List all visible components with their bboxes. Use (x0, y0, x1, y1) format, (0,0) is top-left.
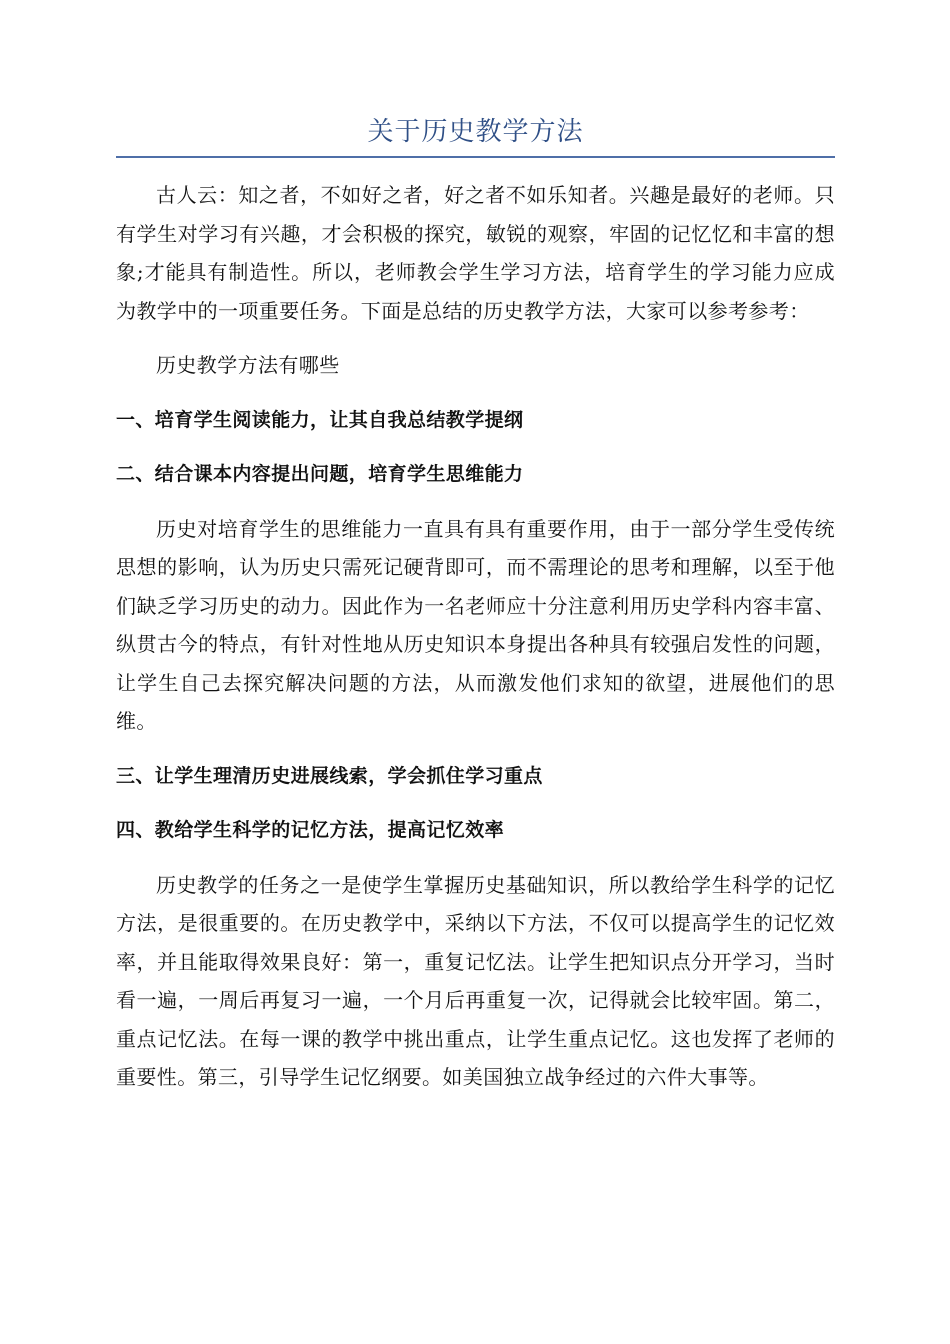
paragraph-2: 历史对培育学生的思维能力一直具有具有重要作用，由于一部分学生受传统思想的影响，认为历史只需死记硬背即可，而不需理论的思考和理解，以至于他们缺乏学习历史的动力。因此作为一名老师应十分注意利用历史学科内容丰富、纵贯古今的特点，有针对性地从历史知识本身提出各种具有较强启发性的问题，让学生自己去探究解决问题的方法，从而激发他们求知的欲望，进展他们的思维。 (116, 516, 835, 733)
intro-paragraph: 古人云：知之者，不如好之者，好之者不如乐知者。兴趣是最好的老师。只有学生对学习有兴趣，才会积极的探究，敏锐的观察，牢固的记忆忆和丰富的想象;才能具有制造性。所以，老师教会学生学习方法，培育学生的学习能力应成为教学中的一项重要任务。下面是总结的历史教学方法，大家可以参考参考： (116, 183, 835, 323)
paragraph-4: 历史教学的任务之一是使学生掌握历史基础知识，所以教给学生科学的记忆方法，是很重要的。在历史教学中，采纳以下方法，不仅可以提高学生的记忆效率，并且能取得效果良好：第一，重复记忆法。让学生把知识点分开学习，当时看一遍，一周后再复习一遍，一个月后再重复一次，记得就会比较牢固。第二，重点记忆法。在每一课的教学中挑出重点，让学生重点记忆。这也发挥了老师的重要性。第三，引导学生记忆纲要。如美国独立战争经过的六件大事等。 (116, 872, 835, 1089)
heading-4: 四、教给学生科学的记忆方法，提高记忆效率 (116, 819, 505, 841)
document-body (116, 176, 835, 1097)
section-subtitle: 历史教学方法有哪些 (156, 353, 340, 377)
document-title: 关于历史教学方法 (367, 117, 584, 147)
heading-3: 三、让学生理清历史进展线索，学会抓住学习重点 (116, 764, 543, 787)
title-block (116, 112, 835, 158)
heading-2: 二、结合课本内容提出问题，培育学生思维能力 (116, 463, 524, 485)
heading-1: 一、培育学生阅读能力，让其自我总结教学提纲 (116, 408, 524, 431)
